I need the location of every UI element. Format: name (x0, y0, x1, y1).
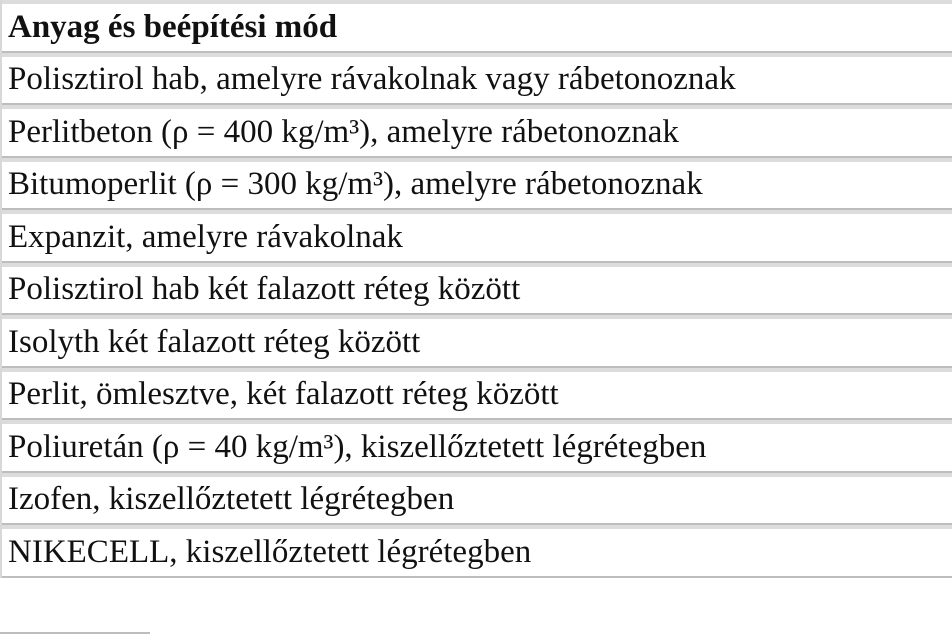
table-row: Perlitbeton (ρ = 400 kg/m³), amelyre rábetonoznak (2, 105, 952, 158)
table-header-cell: Anyag és beépítési mód (2, 0, 952, 53)
table-row: Poliuretán (ρ = 40 kg/m³), kiszellőztetett légrétegben (2, 420, 952, 473)
table-row: Isolyth két falazott réteg között (2, 315, 952, 368)
table-row: NIKECELL, kiszellőztetett légrétegben (2, 525, 952, 578)
table-row: Polisztirol hab, amelyre rávakolnak vagy rábetonoznak (2, 53, 952, 106)
table-divider (0, 632, 150, 634)
table-row: Expanzit, amelyre rávakolnak (2, 210, 952, 263)
table-row: Bitumoperlit (ρ = 300 kg/m³), amelyre rábetonoznak (2, 158, 952, 211)
table-row: Polisztirol hab két falazott réteg között (2, 263, 952, 316)
table-row: Perlit, ömlesztve, két falazott réteg között (2, 368, 952, 421)
table-row: Izofen, kiszellőztetett légrétegben (2, 473, 952, 526)
